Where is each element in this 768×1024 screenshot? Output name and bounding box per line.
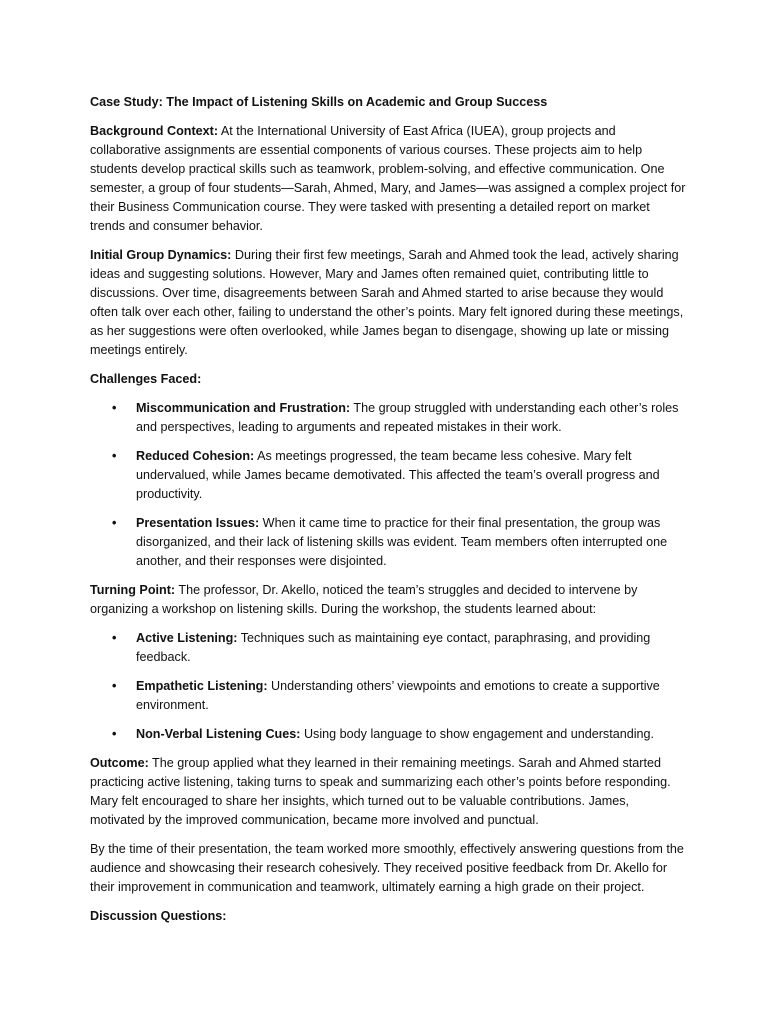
item-text: Using body language to show engagement and understanding. [300,727,655,741]
bullet-icon: • [112,679,117,693]
bullet-icon: • [112,401,117,415]
item-text: Understanding others’ viewpoints and emotions to create a supportive environment. [136,679,660,712]
document-page [90,93,686,936]
bullet-icon: • [112,631,117,645]
list-item [90,447,686,504]
outcome-paragraph [90,754,686,830]
challenges-heading: Challenges Faced: [90,372,202,386]
list-item [90,725,686,744]
dynamics-paragraph [90,246,686,360]
workshop-list [90,629,686,744]
bullet-icon: • [112,727,117,741]
item-text: As meetings progressed, the team became less cohesive. Mary felt undervalued, while James became demotivated. This affected the team’s overall progress and productivity. [136,449,660,501]
list-item [90,514,686,571]
background-text: At the International University of East Africa (IUEA), group projects and collaborative assignments are essential components of various courses. These projects aim to help students develop practical skills such as teamwork, problem-solving, and effective communication. One semester, a group of four students—Sarah, Ahmed, Mary, and James—was assigned a complex project for their Business Communication course. They were tasked with presenting a detailed report on market trends and consumer behavior. [90,124,686,233]
background-paragraph [90,122,686,236]
item-lead: Non-Verbal Listening Cues: [136,727,301,741]
item-text: The group struggled with understanding each other’s roles and perspectives, leading to arguments and repeated mistakes in their work. [136,401,679,434]
challenges-list [90,399,686,571]
item-text: When it came time to practice for their final presentation, the group was disorganized, and their lack of listening skills was evident. Team members often interrupted one another, and their responses were disjointed. [136,516,668,568]
background-lead: Background Context: [90,124,219,138]
turning-point-lead: Turning Point: [90,583,176,597]
closing-paragraph: By the time of their presentation, the team worked more smoothly, effectively answering questions from the audience and showcasing their research cohesively. They received positive feedback from Dr. Akello for their improvement in communication and teamwork, ultimately earning a high grade on their project. [90,842,684,894]
bullet-icon: • [112,516,117,530]
bullet-icon: • [112,449,117,463]
dynamics-text: During their first few meetings, Sarah and Ahmed took the lead, actively sharing ideas and suggesting solutions. However, Mary and James often remained quiet, contributing little to discussions. Over time, disagreements between Sarah and Ahmed started to arise because they would often talk over each other, failing to understand the other’s points. Mary felt ignored during these meetings, as her suggestions were often overlooked, while James began to disengage, showing up late or missing meetings entirely. [90,248,684,357]
list-item [90,629,686,667]
item-lead: Miscommunication and Frustration: [136,401,351,415]
item-lead: Empathetic Listening: [136,679,268,693]
item-lead: Reduced Cohesion: [136,449,255,463]
outcome-text: The group applied what they learned in their remaining meetings. Sarah and Ahmed started practicing active listening, taking turns to speak and summarizing each other’s points before responding. Mary felt encouraged to share her insights, which turned out to be valuable contributions. James, motivated by the improved communication, became more involved and punctual. [90,756,671,827]
item-lead: Presentation Issues: [136,516,260,530]
turning-point-paragraph [90,581,686,619]
turning-point-text: The professor, Dr. Akello, noticed the team’s struggles and decided to intervene by organizing a workshop on listening skills. During the workshop, the students learned about: [90,583,638,616]
dynamics-lead: Initial Group Dynamics: [90,248,232,262]
discussion-heading: Discussion Questions: [90,909,227,923]
outcome-lead: Outcome: [90,756,149,770]
item-lead: Active Listening: [136,631,238,645]
list-item [90,677,686,715]
item-text: Techniques such as maintaining eye contact, paraphrasing, and providing feedback. [136,631,651,664]
list-item [90,399,686,437]
document-title: Case Study: The Impact of Listening Skills on Academic and Group Success [90,95,548,109]
